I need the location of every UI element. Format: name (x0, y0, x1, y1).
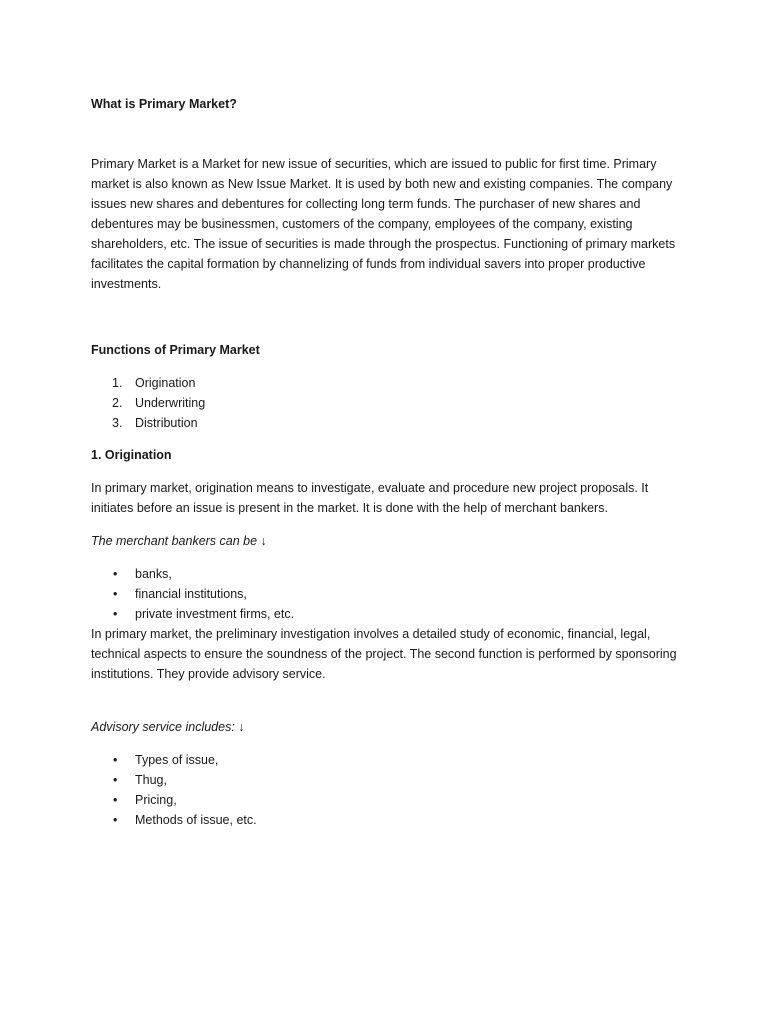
list-item (91, 393, 678, 413)
list-item (91, 584, 678, 604)
page-title: What is Primary Market? (91, 97, 237, 111)
list-item-label: Methods of issue, etc. (135, 813, 257, 827)
origination-paragraph: In primary market, origination means to investigate, evaluate and procedure new project proposals. It initiates before an issue is present in the market. It is done with the help of merchant bankers. (91, 481, 649, 515)
advisory-list (91, 750, 678, 830)
list-item (91, 750, 678, 770)
intro-paragraph: Primary Market is a Market for new issue of securities, which are issued to public for first time. Primary market is also known as New Issue Market. It is used by both new and existing companies. The company issues new shares and debentures for collecting long term funds. The purchaser of new shares and debentures may be businessmen, customers of the company, employees of the company, existing shareholders, etc. The issue of securities is made through the prospectus. Functioning of primary markets facilitates the capital formation by channelizing of funds from individual savers into proper productive investments. (91, 157, 676, 291)
list-item-label: Underwriting (135, 396, 206, 410)
functions-list (91, 373, 678, 433)
list-item (91, 770, 678, 790)
list-number: 2. (112, 396, 123, 410)
list-item-label: Distribution (135, 416, 198, 430)
bullet-icon: • (113, 567, 118, 581)
advisory-intro: Advisory service includes: ↓ (91, 720, 245, 734)
bullet-icon: • (113, 753, 118, 767)
list-item-label: Origination (135, 376, 196, 390)
list-number: 3. (112, 416, 123, 430)
list-item-label: Pricing, (135, 793, 177, 807)
list-item-label: Thug, (135, 773, 167, 787)
bullet-icon: • (113, 587, 118, 601)
list-item (91, 810, 678, 830)
list-number: 1. (112, 376, 123, 390)
list-item (91, 604, 678, 624)
list-item (91, 790, 678, 810)
functions-heading: Functions of Primary Market (91, 343, 260, 357)
bullet-icon: • (113, 607, 118, 621)
list-item (91, 564, 678, 584)
bullet-icon: • (113, 793, 118, 807)
list-item (91, 373, 678, 393)
list-item-label: financial institutions, (135, 587, 247, 601)
list-item-label: banks, (135, 567, 172, 581)
preliminary-paragraph: In primary market, the preliminary investigation involves a detailed study of economic, financial, legal, technical aspects to ensure the soundness of the project. The second function is performed by sponsoring institutions. They provide advisory service. (91, 627, 677, 681)
merchant-list (91, 564, 678, 624)
bullet-icon: • (113, 813, 118, 827)
list-item (91, 413, 678, 433)
origination-heading: 1. Origination (91, 448, 172, 462)
merchant-intro: The merchant bankers can be ↓ (91, 534, 267, 548)
list-item-label: Types of issue, (135, 753, 219, 767)
list-item-label: private investment firms, etc. (135, 607, 295, 621)
bullet-icon: • (113, 773, 118, 787)
